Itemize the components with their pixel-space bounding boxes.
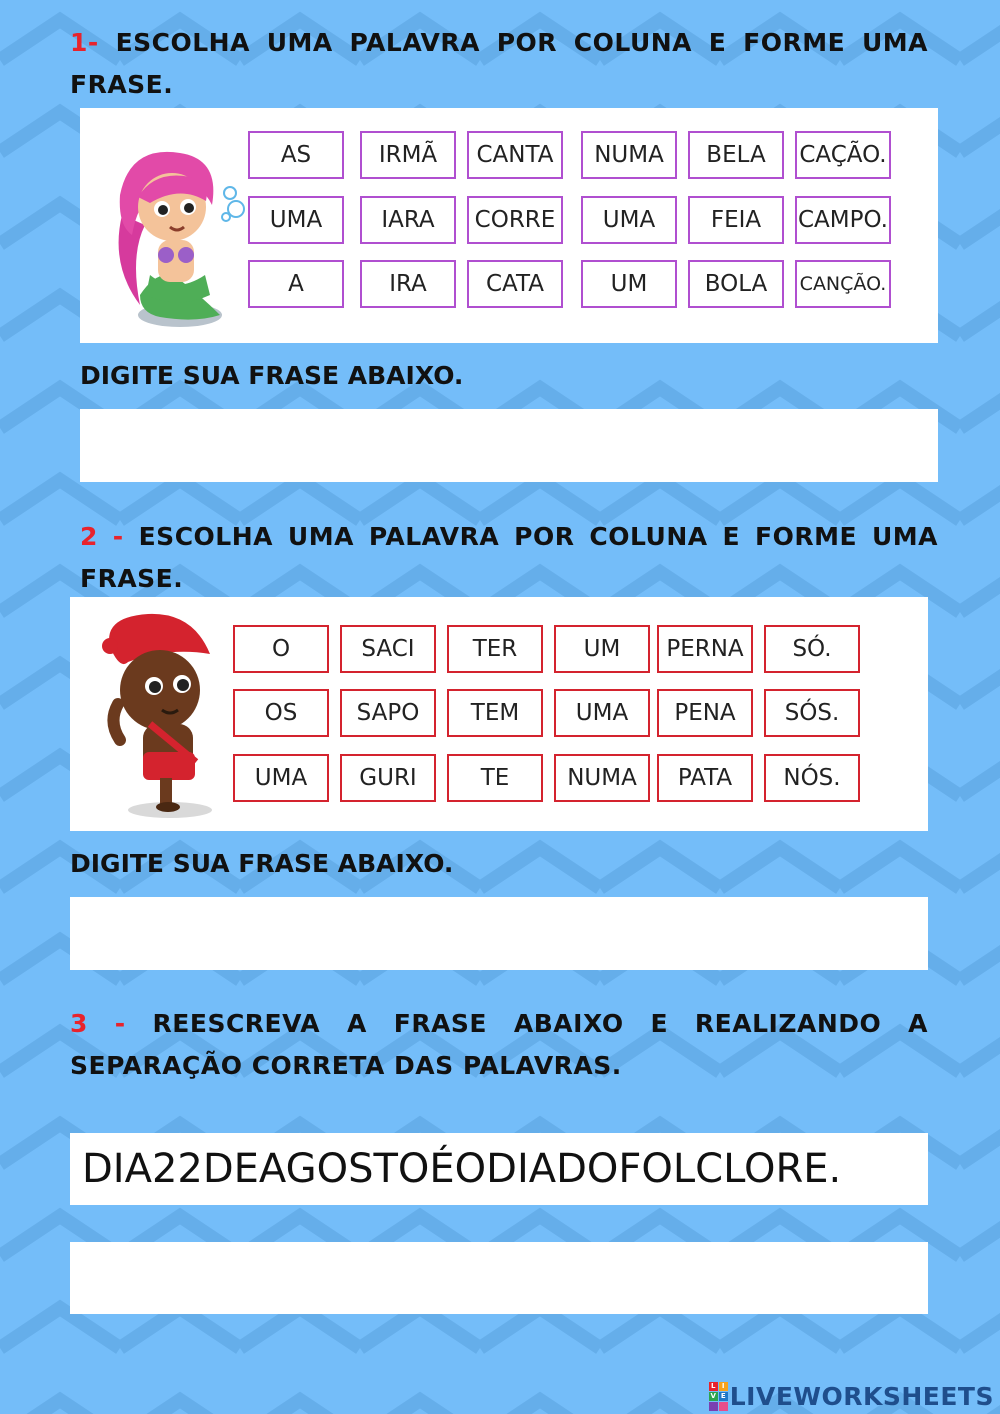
exercise-3-answer-field[interactable]: [70, 1242, 928, 1314]
exercise1-word-box[interactable]: CANTA: [467, 131, 563, 179]
exercise2-word-box[interactable]: SACI: [340, 625, 436, 673]
exercise2-word-box[interactable]: NÓS.: [764, 754, 860, 802]
exercise1-word-box[interactable]: UMA: [581, 196, 677, 244]
logo-mark-tile: [709, 1402, 718, 1411]
exercise2-word-box[interactable]: UMA: [554, 689, 650, 737]
exercise1-word-box[interactable]: UMA: [248, 196, 344, 244]
logo-mark-tile: L: [709, 1382, 718, 1391]
exercise1-word-box[interactable]: IRA: [360, 260, 456, 308]
exercise1-word-box[interactable]: UM: [581, 260, 677, 308]
exercise1-word-box[interactable]: CAMPO.: [795, 196, 891, 244]
exercise1-word-box[interactable]: CAÇÃO.: [795, 131, 891, 179]
exercise2-word-box[interactable]: UMA: [233, 754, 329, 802]
exercise1-word-box[interactable]: NUMA: [581, 131, 677, 179]
exercise2-word-box[interactable]: PENA: [657, 689, 753, 737]
exercise2-word-box[interactable]: OS: [233, 689, 329, 737]
exercise1-word-box[interactable]: IRMÃ: [360, 131, 456, 179]
liveworksheets-logo-icon: [709, 1382, 728, 1411]
saci-illustration: [98, 612, 228, 822]
exercise-2-word-grid: [233, 625, 863, 803]
exercise1-word-box[interactable]: CORRE: [467, 196, 563, 244]
exercise-1-answer-field[interactable]: [80, 409, 938, 482]
exercise1-word-box[interactable]: CATA: [467, 260, 563, 308]
exercise2-word-box[interactable]: GURI: [340, 754, 436, 802]
exercise1-word-box[interactable]: IARA: [360, 196, 456, 244]
logo-mark-tile: E: [719, 1392, 728, 1401]
exercise2-word-box[interactable]: SÓS.: [764, 689, 860, 737]
exercise-3-sentence: DIA22DEAGOSTOÉODIADOFOLCLORE.: [70, 1133, 928, 1205]
exercise-1-word-grid: [248, 131, 896, 309]
mermaid-illustration: [100, 145, 245, 330]
logo-mark-tile: [719, 1402, 728, 1411]
liveworksheets-logo-text: LIVEWORKSHEETS: [729, 1381, 994, 1411]
exercise2-word-box[interactable]: NUMA: [554, 754, 650, 802]
exercise2-word-box[interactable]: SAPO: [340, 689, 436, 737]
exercise-2-heading: [80, 516, 938, 600]
exercise1-word-box[interactable]: BOLA: [688, 260, 784, 308]
exercise2-word-box[interactable]: UM: [554, 625, 650, 673]
exercise-1-instruction: ESCOLHA UMA PALAVRA POR COLUNA E FORME UMA FRASE.: [70, 28, 928, 99]
exercise1-word-box[interactable]: CANÇÃO.: [795, 260, 891, 308]
exercise-3-instruction: REESCREVA A FRASE ABAIXO E REALIZANDO A SEPARAÇÃO CORRETA DAS PALAVRAS.: [70, 1009, 928, 1080]
exercise1-word-box[interactable]: AS: [248, 131, 344, 179]
exercise1-word-box[interactable]: A: [248, 260, 344, 308]
exercise-1-prompt: DIGITE SUA FRASE ABAIXO.: [80, 361, 464, 390]
exercise1-word-box[interactable]: BELA: [688, 131, 784, 179]
exercise2-word-box[interactable]: TEM: [447, 689, 543, 737]
exercise-1-heading: [70, 22, 928, 106]
exercise1-word-box[interactable]: FEIA: [688, 196, 784, 244]
exercise-2-instruction: ESCOLHA UMA PALAVRA POR COLUNA E FORME UMA FRASE.: [80, 522, 938, 593]
exercise-3-heading: [70, 1003, 928, 1087]
exercise-1-number: 1-: [70, 28, 99, 57]
exercise-2-answer-field[interactable]: [70, 897, 928, 970]
logo-mark-tile: I: [719, 1382, 728, 1391]
exercise-3-number: 3 -: [70, 1009, 126, 1038]
exercise2-word-box[interactable]: TER: [447, 625, 543, 673]
exercise-2-number: 2 -: [80, 522, 124, 551]
exercise2-word-box[interactable]: PATA: [657, 754, 753, 802]
exercise2-word-box[interactable]: SÓ.: [764, 625, 860, 673]
exercise2-word-box[interactable]: TE: [447, 754, 543, 802]
liveworksheets-logo[interactable]: [709, 1382, 994, 1410]
exercise2-word-box[interactable]: PERNA: [657, 625, 753, 673]
exercise-2-prompt: DIGITE SUA FRASE ABAIXO.: [70, 849, 454, 878]
logo-mark-tile: V: [710, 1391, 716, 1400]
exercise2-word-box[interactable]: O: [233, 625, 329, 673]
